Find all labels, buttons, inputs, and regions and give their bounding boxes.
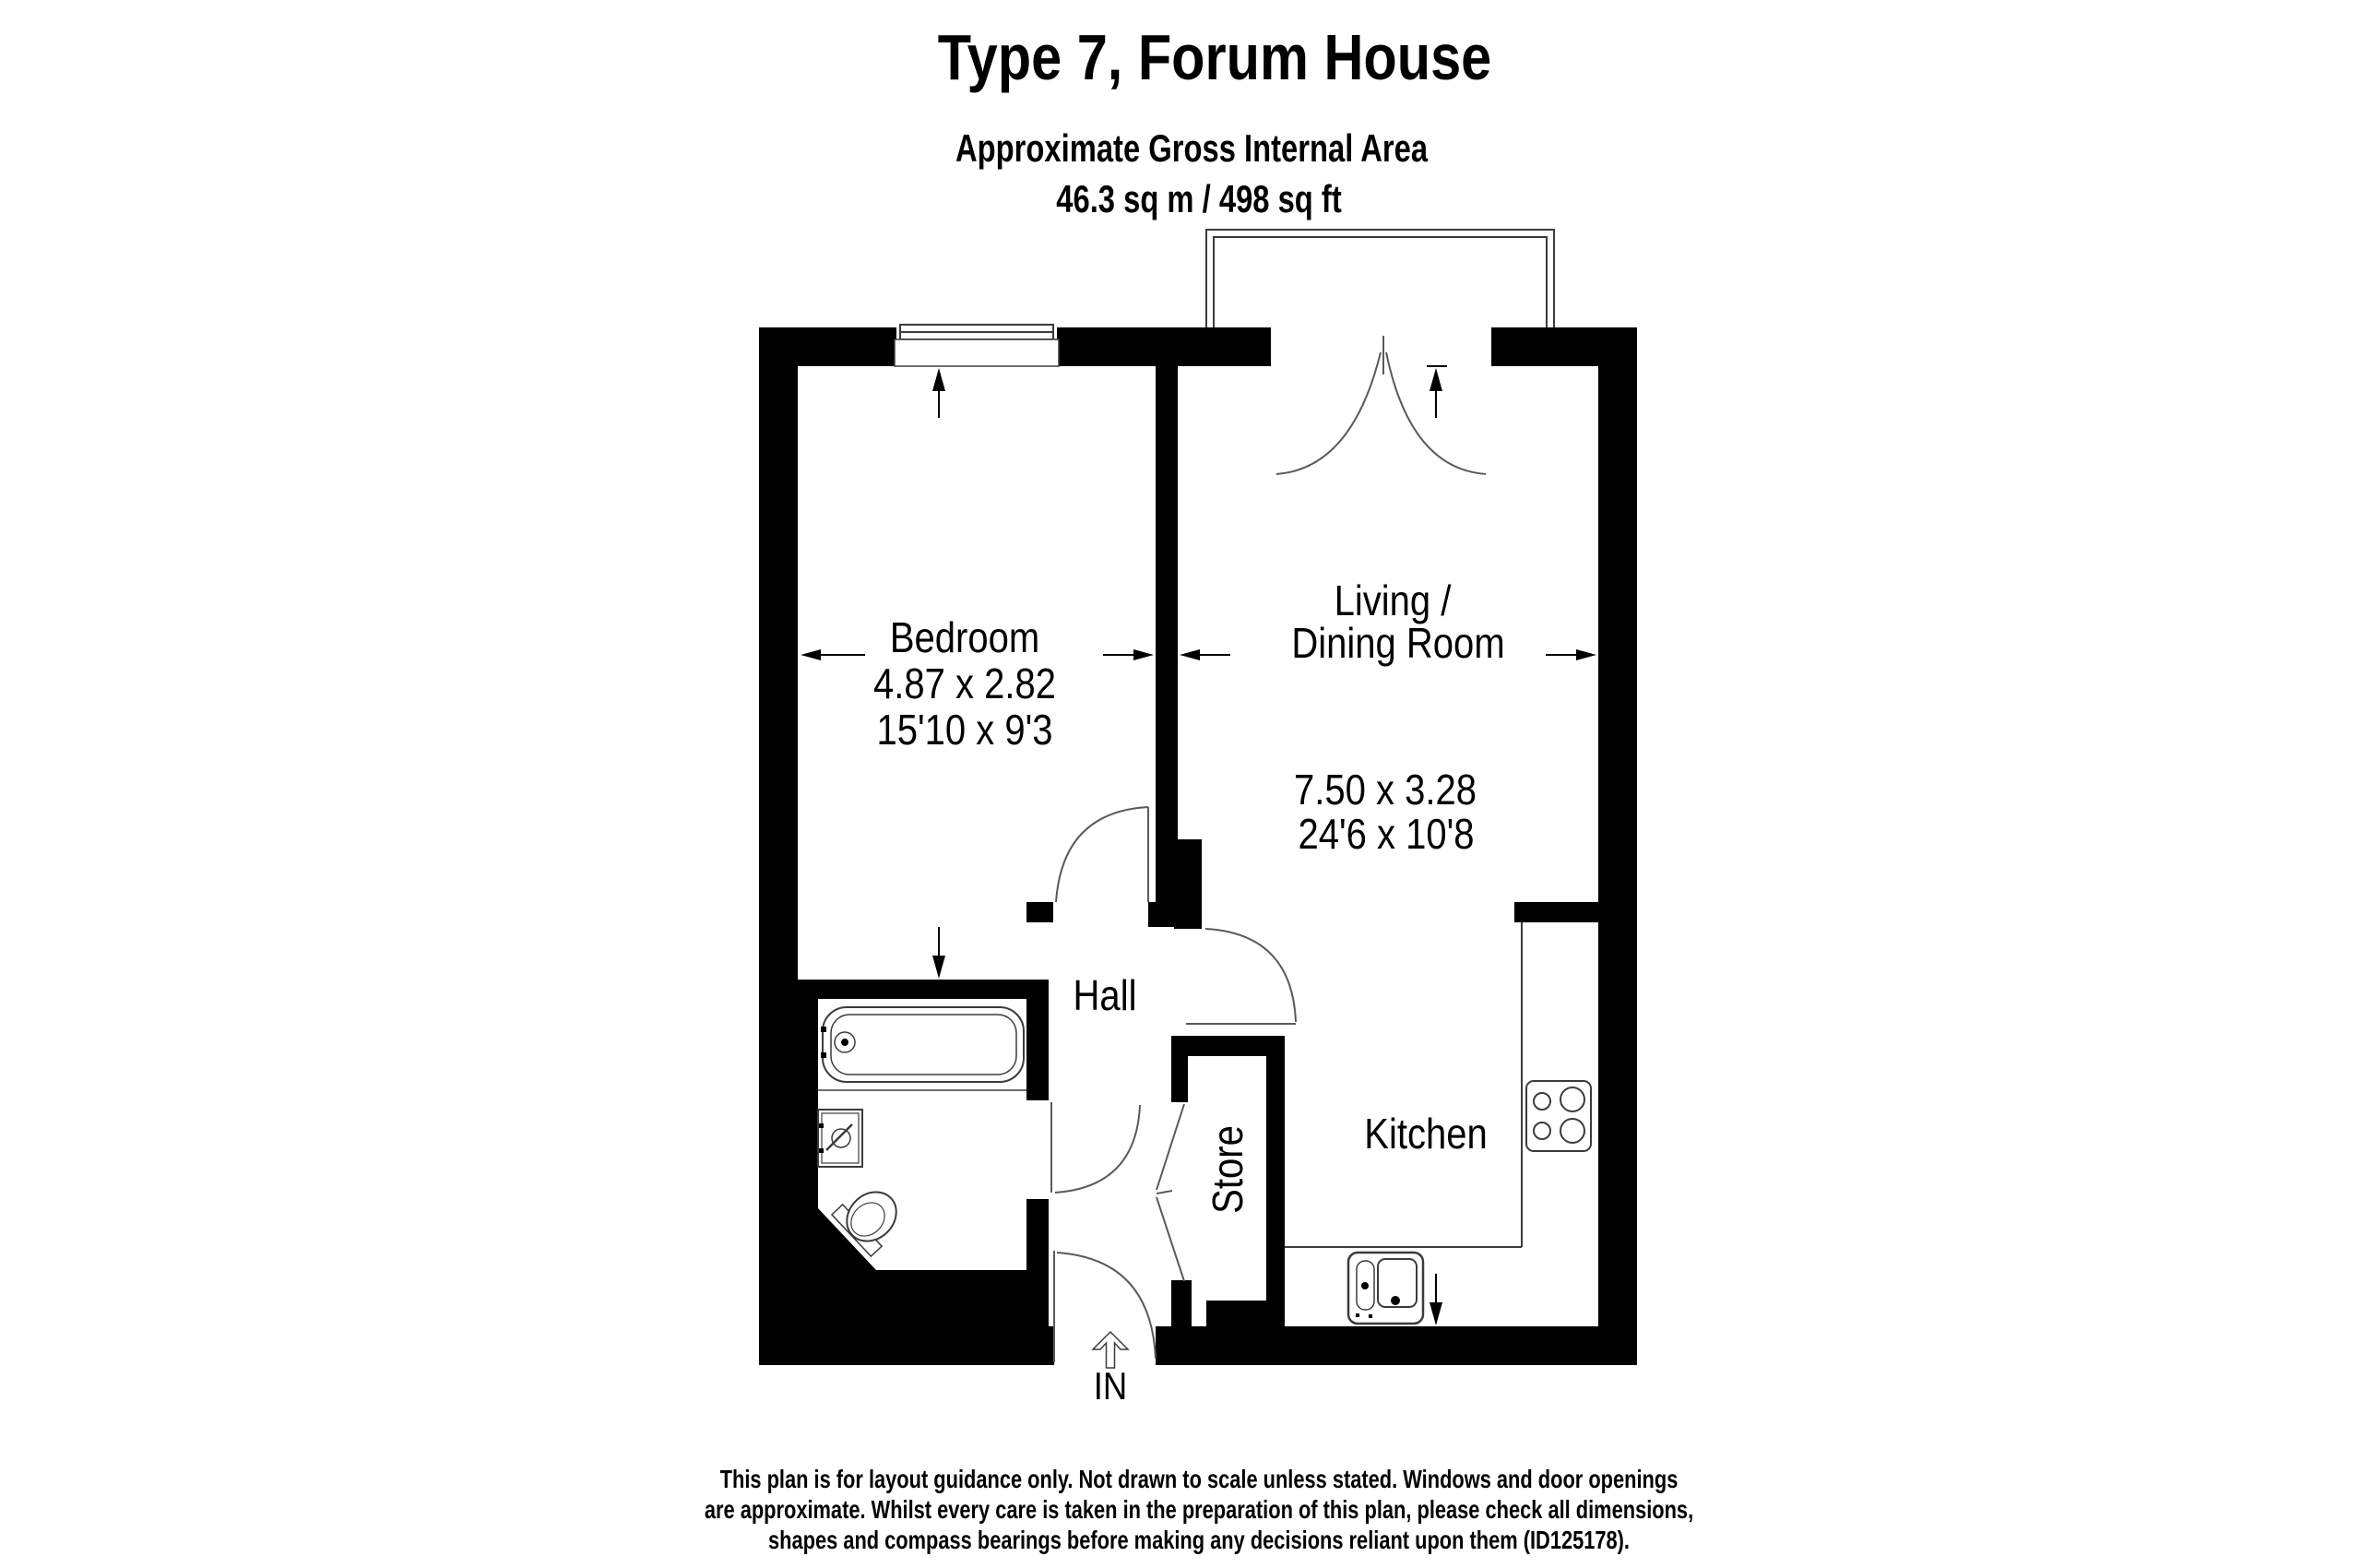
entrance-in-arrow-icon: [1093, 1332, 1128, 1368]
footer-line3: shapes and compass bearings before making any decisions reliant upon them (ID125178).: [768, 1526, 1630, 1555]
hall-label: Hall: [1073, 972, 1137, 1020]
hob-icon: [1526, 1081, 1591, 1151]
page-title: Type 7, Forum House: [937, 20, 1492, 94]
living-label-line2: Dining Room: [1291, 620, 1505, 668]
wall-right: [1598, 366, 1637, 1365]
wall-bathroom-right-upper: [1026, 980, 1049, 1100]
kitchen-sink-icon: [1348, 1253, 1423, 1324]
bedroom-width-arrow-right-icon: [1103, 649, 1154, 660]
hall-living-door-icon: [1186, 929, 1296, 1024]
wall-store-left-lower: [1171, 1280, 1192, 1365]
wall-store-bottom: [1206, 1301, 1285, 1365]
living-depth-arrow-top-icon: [1427, 366, 1447, 418]
kitchen-label: Kitchen: [1364, 1111, 1488, 1158]
wall-left: [759, 366, 798, 1365]
balcony-outline-inner-icon: [1214, 237, 1547, 327]
wall-top-left: [759, 327, 896, 366]
store-double-doors-icon: [1157, 1104, 1184, 1281]
wall-bathroom-top: [759, 980, 1026, 999]
bedroom-door-icon: [1056, 807, 1148, 902]
page-subtitle: Approximate Gross Internal Area: [955, 126, 1429, 170]
basin-icon: [818, 1110, 862, 1167]
living-width-arrow-left-icon: [1180, 649, 1230, 660]
page-area: 46.3 sq m / 498 sq ft: [1056, 177, 1342, 220]
living-dim-metric: 7.50 x 3.28: [1293, 766, 1477, 814]
entrance-label: IN: [1093, 1364, 1128, 1408]
footer-line2: are approximate. Whilst every care is taken in the preparation of this plan, please check all dimensions,: [704, 1495, 1694, 1525]
balcony-outline-icon: [1206, 230, 1554, 327]
kitchen-counter-icon: [1285, 922, 1522, 1247]
bedroom-width-arrow-left-icon: [801, 649, 865, 660]
bedroom-window-sill-icon: [895, 339, 1059, 366]
bedroom-depth-arrow-bottom-icon: [932, 927, 945, 979]
living-depth-arrow-bottom-icon: [1430, 1274, 1442, 1325]
bedroom-label: Bedroom: [889, 614, 1040, 662]
bedroom-dim-metric: 4.87 x 2.82: [872, 660, 1057, 708]
wall-divider-foot: [1148, 902, 1202, 927]
living-label-line1: Living /: [1334, 577, 1452, 625]
wall-store-left-upper: [1171, 1036, 1188, 1102]
store-label: Store: [1204, 1125, 1252, 1214]
wall-kitchen-stub: [1514, 902, 1598, 922]
bathroom-door-icon: [1051, 1102, 1140, 1193]
bedroom-depth-arrow-top-icon: [932, 368, 945, 418]
wall-store-right: [1266, 1036, 1285, 1301]
entrance-door-icon: [1054, 1251, 1156, 1362]
wall-bedroom-door-stub: [1026, 902, 1053, 922]
balcony-french-doors-icon: [1276, 336, 1486, 474]
bedroom-dim-imperial: 15'10 x 9'3: [876, 707, 1053, 754]
wall-bathroom-bottom: [798, 1270, 1049, 1365]
wall-top-right: [1491, 327, 1637, 366]
footer-line1: This plan is for layout guidance only. Not drawn to scale unless stated. Windows and door openings: [719, 1465, 1679, 1494]
bathtub-icon: [818, 1007, 1026, 1090]
wall-divider-upper: [1156, 366, 1178, 904]
living-width-arrow-right-icon: [1546, 649, 1596, 660]
wall-top-mid: [1057, 327, 1271, 366]
living-dim-imperial: 24'6 x 10'8: [1298, 811, 1475, 859]
